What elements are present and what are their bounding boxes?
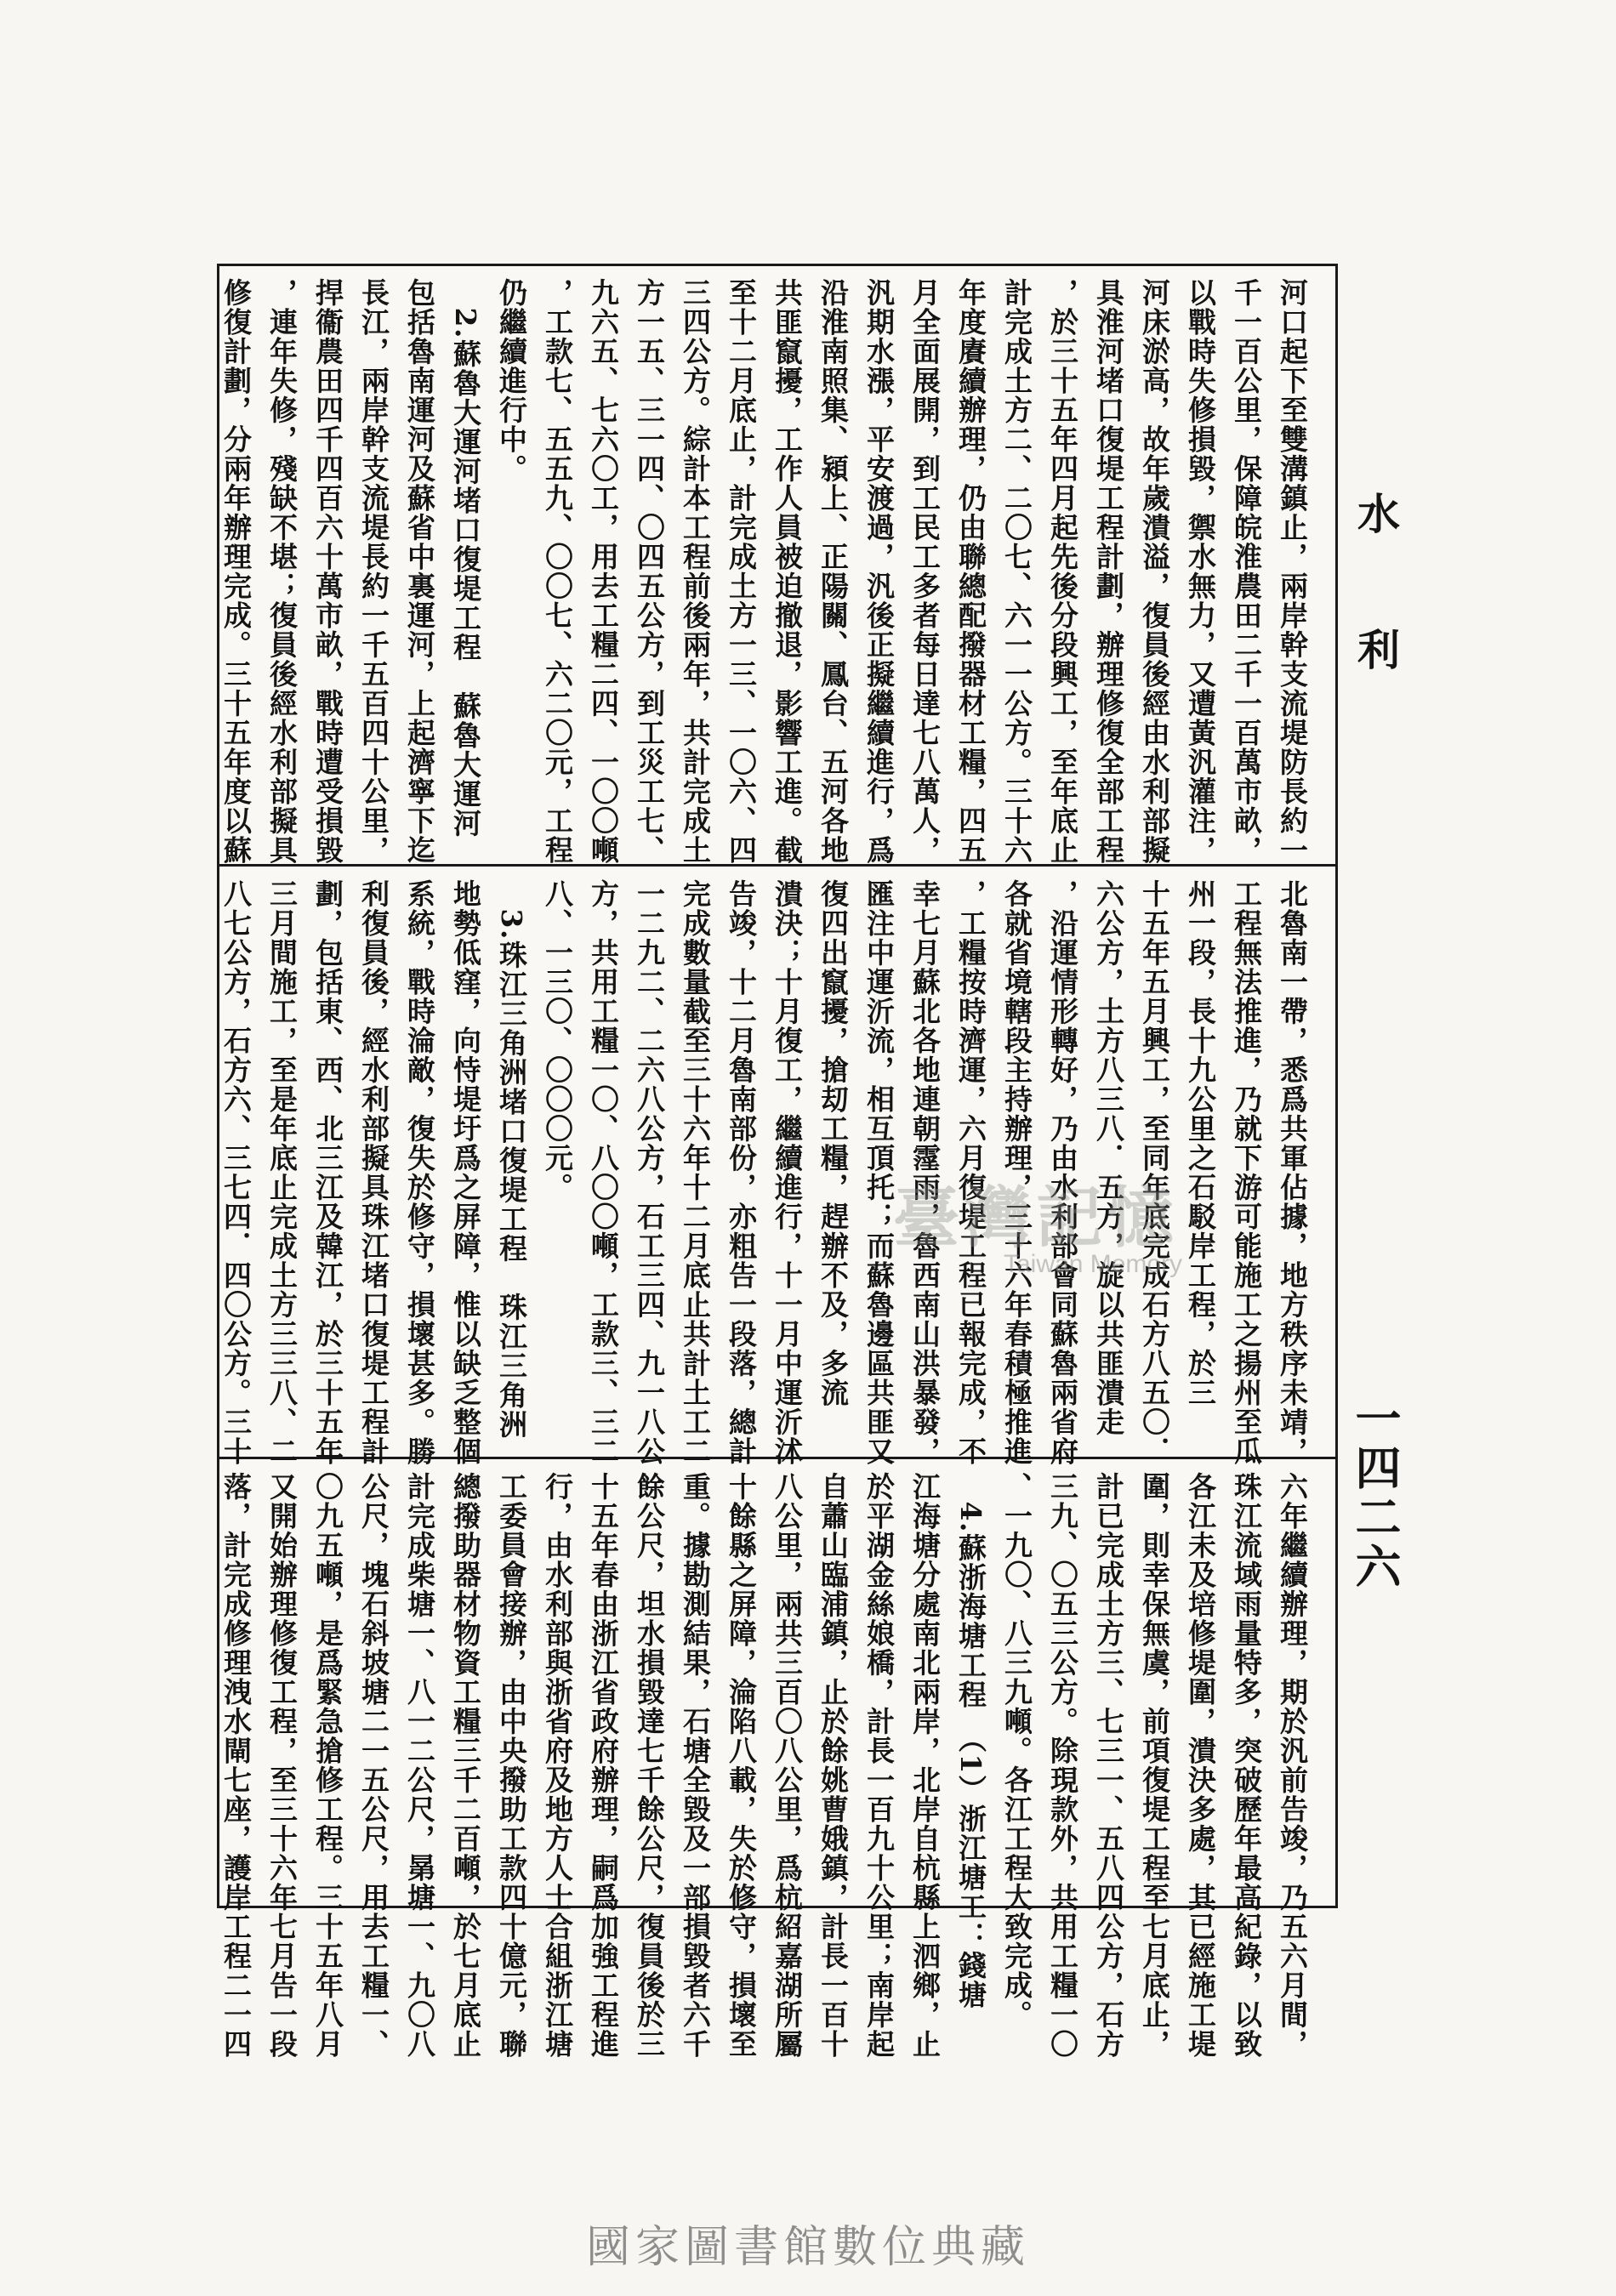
text-column: 八七公方，石方六、三七四．四〇公方。三十	[219, 879, 253, 1466]
text-column: 具淮河堵口復堤工程計劃，辦理修復全部工程	[1092, 278, 1125, 865]
text-column: 河床淤高，故年歲潰溢，復員後經由水利部擬	[1138, 278, 1171, 865]
text-column: 八、一三〇、〇〇〇元。	[541, 879, 574, 1202]
text-column: 行，由水利部與浙省府及地方人士合組浙江塘	[541, 1472, 574, 2059]
text-column: 方，共用工糧一〇、八〇〇噸，工款三、三二	[587, 879, 620, 1466]
text-column: 劃，包括東、西、北三江及韓江，於三十五年	[311, 879, 344, 1466]
text-column: 千一百公里，保障皖淮農田二千一百萬市畝，	[1230, 278, 1263, 865]
text-column: 十五年五月興工，至同年底完成石方八五〇．	[1138, 879, 1171, 1466]
text-column: 沿淮南照集、潁上、正陽關、鳳台、五河各地	[817, 278, 850, 865]
text-column: 重。據勘測結果，石塘全毀及一部損毀者六千	[679, 1472, 712, 2059]
text-column: ，工糧按時濟運，六月復堤工程已報完成，不	[954, 879, 987, 1466]
text-column: 三四公方。綜計本工程前後兩年，共計完成土	[679, 278, 712, 865]
text-column: 捍衞農田四千四百六十萬市畝，戰時遭受損毀	[311, 278, 344, 865]
text-column: 3.珠江三角洲堵口復堤工程 珠江三角洲	[495, 879, 528, 1440]
text-column: ，沿運情形轉好，乃由水利部會同蘇魯兩省府	[1046, 879, 1079, 1466]
text-column: 4.蘇浙海塘工程 （1）浙江塘工：錢塘	[954, 1472, 987, 2009]
text-column: 2.蘇魯大運河堵口復堤工程 蘇魯大運河	[449, 278, 482, 838]
text-column: 河口起下至雙溝鎮止，兩岸幹支流堤防長約一	[1276, 278, 1309, 865]
text-column: 北魯南一帶，悉爲共軍佔據，地方秩序未靖，	[1276, 879, 1309, 1466]
bottom-text-section	[219, 1472, 1315, 2059]
page-title-char-2: 利	[1357, 625, 1400, 675]
text-column: 利復員後，經水利部擬具珠江堵口復堤工程計	[357, 879, 390, 1466]
text-column: 八公里，兩共三百〇八公里，爲杭紹嘉湖所屬	[771, 1472, 804, 2059]
text-column: 幸七月蘇北各地連朝霪雨，魯西南山洪暴發，	[908, 879, 942, 1466]
text-column: 〇九五噸，是爲緊急搶修工程。三十五年八月	[311, 1472, 344, 2059]
text-column: 仍繼續進行中。	[495, 278, 528, 484]
text-column: 包括魯南運河及蘇省中裏運河，上起濟寧下迄	[403, 278, 436, 865]
text-column: 三月間施工，至是年底止完成土方三三八、二	[265, 879, 299, 1466]
text-column: 地勢低窪，向恃堤圩爲之屏障，惟以缺乏整個	[449, 879, 482, 1466]
text-column: 以戰時失修損毀，禦水無力，又遭黃汎灌注，	[1184, 278, 1217, 865]
text-column: 告竣，十二月魯南部份，亦粗告一段落，總計	[725, 879, 758, 1466]
text-column: 州一段，長十九公里之石駁岸工程，於三	[1184, 879, 1217, 1407]
source-footer: 國家圖書館數位典藏	[585, 2222, 1030, 2273]
text-column: 計完成土方二、二〇七、六一一公方。三十六	[1000, 278, 1033, 865]
text-column: 工程無法推進，乃就下游可能施工之揚州至瓜	[1230, 879, 1263, 1466]
text-column: 年度賡續辦理，仍由聯總配撥器材工糧，四五	[954, 278, 987, 865]
text-column: 又開始辦理修復工程，至三十六年七月告一段	[265, 1472, 299, 2059]
text-column: 長江，兩岸幹支流堤長約一千五百四十公里，	[357, 278, 390, 865]
text-column: 十五年春由浙江省政府辦理，嗣爲加強工程進	[587, 1472, 620, 2059]
text-column: 六年繼續辦理，期於汎前告竣，乃五六月間，	[1276, 1472, 1309, 2059]
text-column: 於平湖金絲娘橋，計長一百九十公里；南岸起	[862, 1472, 896, 2059]
text-column: 三九、〇五三公方。除現款外，共用工糧一〇	[1046, 1472, 1079, 2059]
text-frame	[217, 264, 1338, 2059]
text-column: 月全面展開，到工民工多者每日達七八萬人，	[908, 278, 942, 865]
text-column: 計完成柴塘一、八一二公尺，晜塘一、九〇八	[403, 1472, 436, 2059]
text-column: 系統，戰時淪敵，復失於修守，損壞甚多。勝	[403, 879, 436, 1466]
text-column: ，工款七、五五九、〇〇七、六二〇元，工程	[541, 278, 574, 865]
text-column: 珠江流域雨量特多，突破歷年最高紀錄，以致	[1230, 1472, 1263, 2059]
text-column: 自蕭山臨浦鎮，止於餘姚曹娥鎮，計長一百十	[817, 1472, 850, 2059]
page-title-char-1: 水	[1357, 489, 1400, 539]
text-column: 復四出竄擾，搶刧工糧，趕辦不及，多流	[817, 879, 850, 1407]
text-column: 落，計完成修理洩水閘七座，護岸工程二一四	[219, 1472, 253, 2059]
text-column: 、一九〇、八三九噸。各江工程大致完成。	[1000, 1472, 1033, 2030]
text-column: 共匪竄擾，工作人員被迫撤退，影響工進。截	[771, 278, 804, 865]
text-column: 各就省境轄段主持辦理，三十六年春積極推進	[1000, 879, 1033, 1466]
text-column: 六公方，土方八三八．五方，旋以共匪潰走	[1092, 879, 1125, 1437]
text-column: ，於三十五年四月起先後分段興工，至年底止	[1046, 278, 1079, 865]
text-column: 江海塘分處南北兩岸，北岸自杭縣上泗鄉，止	[908, 1472, 942, 2059]
text-column: 公尺，塊石斜坡塘二一五公尺，用去工糧一、	[357, 1472, 390, 2059]
text-column: 工委員會接辦，由中央撥助工款四十億元，聯	[495, 1472, 528, 2059]
page-number: 一四二六	[1348, 1395, 1403, 1592]
top-text-section	[219, 278, 1315, 865]
text-column: 圍，則幸保無虞，前項復堤工程至七月底止，	[1138, 1472, 1171, 2059]
text-column: 汎期水漲，平安渡過，汎後正擬繼續進行，爲	[862, 278, 896, 865]
watermark-subtext: Taiwan Memory	[1004, 1250, 1183, 1278]
text-column: ，連年失修，殘缺不堪；復員後經水利部擬具	[265, 278, 299, 865]
text-column: 潰決；十月復工，繼續進行，十一月中運沂沭	[771, 879, 804, 1466]
text-column: 十餘縣之屏障，淪陷八載，失於修守，損壞至	[725, 1472, 758, 2059]
text-column: 九六五、七六〇工，用去工糧二四、一〇〇噸	[587, 278, 620, 865]
text-column: 總撥助器材物資工糧三千二百噸，於七月底止	[449, 1472, 482, 2059]
text-column: 至十二月底止，計完成土方一三、一〇六、四	[725, 278, 758, 865]
text-column: 一二九二、二六八公方，石工三四、九一八公	[633, 879, 666, 1466]
text-column: 各江未及培修堤圍，潰決多處，其已經施工堤	[1184, 1472, 1217, 2059]
text-column: 方一五、三一四、〇四五公方，到工災工七、	[633, 278, 666, 865]
text-column: 完成數量截至三十六年十二月底止共計土工二	[679, 879, 712, 1466]
text-column: 修復計劃，分兩年辦理完成。三十五年度以蘇	[219, 278, 253, 865]
text-column: 匯注中運沂流，相互頂托；而蘇魯邊區共匪又	[862, 879, 896, 1466]
watermark-logo: 臺灣記憶	[893, 1179, 1180, 1257]
text-column: 餘公尺，坦水損毀達七千餘公尺，復員後於三	[633, 1472, 666, 2059]
text-column: 計已完成土方三、七三一、五八四公方，石方	[1092, 1472, 1125, 2059]
